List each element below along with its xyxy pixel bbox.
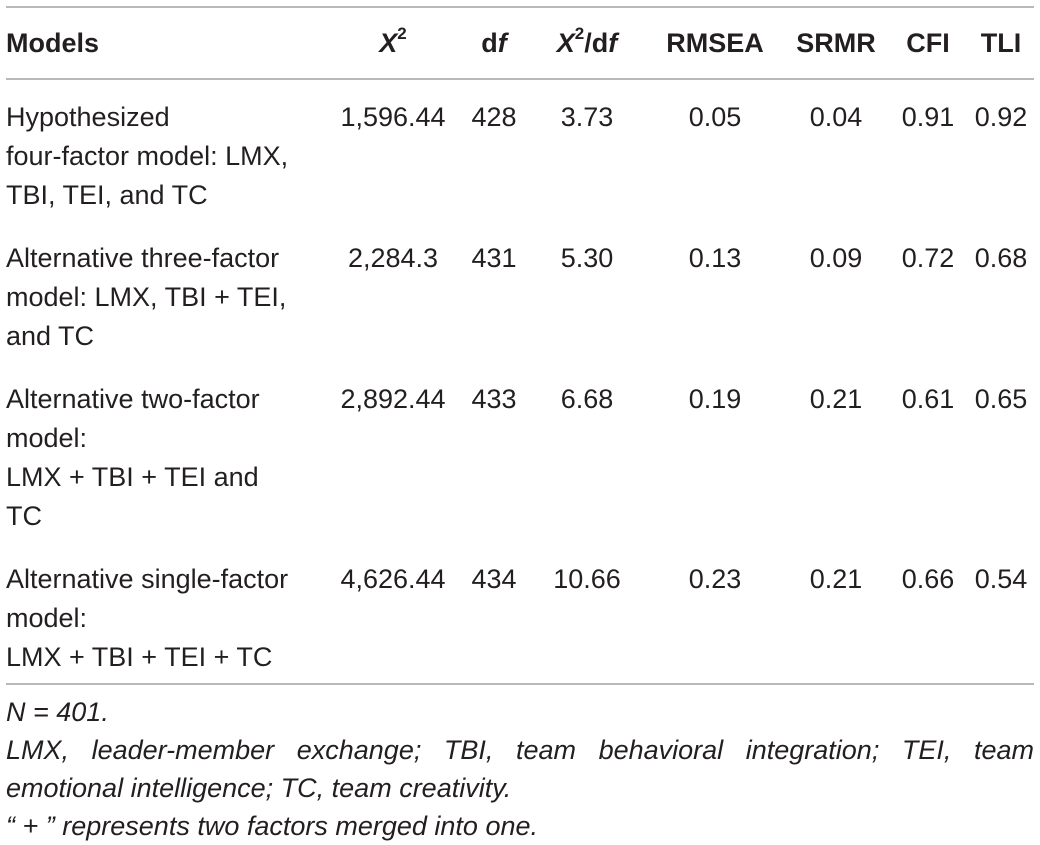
tli-cell: 0.65 — [974, 384, 1028, 414]
model-line: TBI, TEI, and TC — [6, 180, 208, 210]
model-line: TC — [6, 501, 42, 531]
df-cell: 431 — [471, 243, 517, 273]
tli-cell: 0.68 — [974, 243, 1028, 273]
footnote-abbreviations: LMX, leader-member exchange; TBI, team behavioral integration; TEI, team emotional intelligence; TC, team creativity. — [6, 735, 1034, 803]
footnote-plus-sign: “ + ” represents two factors merged into one. — [6, 811, 538, 841]
rmsea-cell: 0.13 — [688, 243, 742, 273]
model-line: LMX + TBI + TEI + TC — [6, 642, 273, 672]
model-cell — [6, 80, 326, 221]
rmsea-cell: 0.23 — [688, 564, 742, 594]
cfi-cell: 0.72 — [901, 243, 955, 273]
cfi-cell: 0.66 — [901, 564, 955, 594]
cfi-cell: 0.61 — [901, 384, 955, 414]
chi-square-df-cell: 10.66 — [553, 564, 621, 594]
header-chi-square: $X^2$ — [379, 23, 407, 58]
chi-square-df-cell: 5.30 — [560, 243, 614, 273]
model-line: model: — [6, 423, 88, 453]
model-cell — [6, 542, 326, 683]
tli-cell: 0.54 — [974, 564, 1028, 594]
model-line: and TC — [6, 321, 95, 351]
srmr-cell: 0.04 — [809, 102, 863, 132]
chi-square-df-cell: 6.68 — [560, 384, 614, 414]
rmsea-cell: 0.19 — [688, 384, 742, 414]
tli-cell: 0.92 — [974, 102, 1028, 132]
cfi-cell: 0.91 — [901, 102, 955, 132]
model-line: LMX + TBI + TEI and — [6, 462, 259, 492]
results-table-container — [6, 6, 1034, 845]
model-cell — [6, 221, 326, 362]
srmr-cell: 0.09 — [809, 243, 863, 273]
table-row — [6, 221, 1034, 362]
table-row — [6, 362, 1034, 542]
header-srmr: SRMR — [796, 27, 876, 58]
header-row — [6, 8, 1034, 78]
header-df: df — [481, 27, 507, 58]
chi-square-cell: 2,284.3 — [347, 243, 439, 273]
srmr-cell: 0.21 — [809, 384, 863, 414]
df-cell: 434 — [471, 564, 517, 594]
chi-square-cell: 2,892.44 — [340, 384, 446, 414]
header-tli: TLI — [980, 27, 1022, 58]
chi-square-cell: 1,596.44 — [340, 102, 446, 132]
bottom-rule — [6, 683, 1034, 685]
footnote-sample-size: N = 401. — [6, 697, 109, 727]
model-line: Alternative single-factor — [6, 564, 289, 594]
header-models: Models — [6, 27, 100, 58]
model-fit-table — [6, 8, 1034, 683]
model-line: model: — [6, 603, 88, 633]
table-row — [6, 542, 1034, 683]
header-cfi: CFI — [906, 27, 950, 58]
table-row — [6, 80, 1034, 221]
header-chi-square-df: $X^2/df$ — [556, 23, 618, 58]
model-line: Alternative three-factor — [6, 243, 280, 273]
chi-square-cell: 4,626.44 — [340, 564, 446, 594]
chi-square-df-cell: 3.73 — [560, 102, 614, 132]
model-line: Hypothesized — [6, 102, 170, 132]
rmsea-cell: 0.05 — [688, 102, 742, 132]
model-line: four-factor model: LMX, — [6, 141, 289, 171]
model-line: Alternative two-factor — [6, 384, 260, 414]
model-line: model: LMX, TBI + TEI, — [6, 282, 287, 312]
srmr-cell: 0.21 — [809, 564, 863, 594]
header-rmsea: RMSEA — [666, 27, 764, 58]
df-cell: 433 — [471, 384, 517, 414]
df-cell: 428 — [471, 102, 517, 132]
table-footnotes — [6, 693, 1034, 845]
model-cell — [6, 362, 326, 542]
